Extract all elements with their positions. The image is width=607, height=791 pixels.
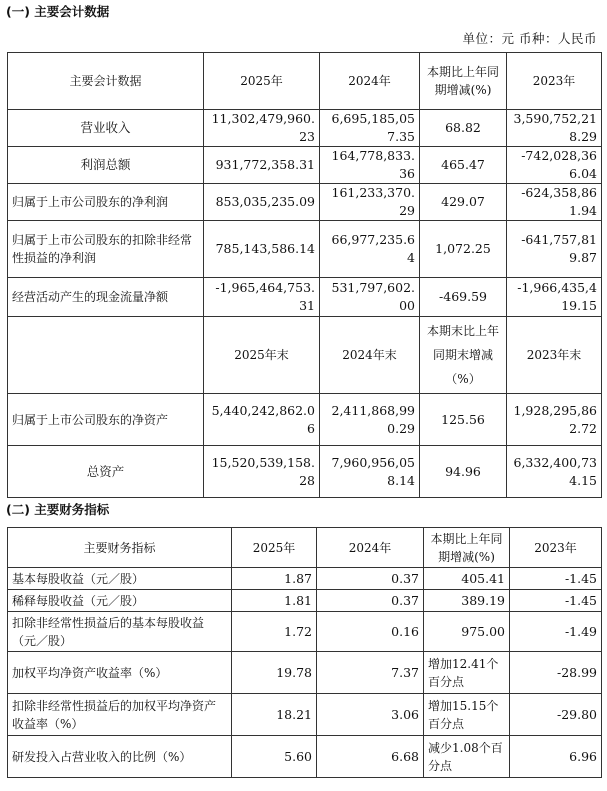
value-2025: 853,035,235.09 [204, 184, 320, 221]
value-2025: 18.21 [232, 694, 317, 736]
value-2025: 1.72 [232, 612, 317, 652]
value-2023: 3,590,752,218.29 [507, 110, 602, 147]
row-label: 归属于上市公司股东的净资产 [8, 394, 204, 446]
header-cell: 2023年末 [507, 317, 602, 394]
change-value: 增加12.41个百分点 [424, 652, 510, 694]
value-2023: -1.45 [510, 590, 602, 612]
table-row [8, 110, 602, 147]
table-row [8, 184, 602, 221]
table-row [8, 221, 602, 278]
value-2024: 7.37 [317, 652, 424, 694]
change-value: 405.41 [424, 568, 510, 590]
header-cell: 主要财务指标 [8, 528, 232, 568]
value-2023: -624,358,861.94 [507, 184, 602, 221]
value-2024: 66,977,235.64 [320, 221, 420, 278]
row-label: 经营活动产生的现金流量净额 [8, 278, 204, 317]
main-accounting-data-table [7, 52, 602, 498]
header-cell: 2023年 [507, 53, 602, 110]
table-row [8, 736, 602, 778]
change-value: 975.00 [424, 612, 510, 652]
value-2025: 5.60 [232, 736, 317, 778]
row-label: 研发投入占营业收入的比例（%） [8, 736, 232, 778]
header-cell: 2025年 [232, 528, 317, 568]
value-2024: 6.68 [317, 736, 424, 778]
header-cell: 本期比上年同期增减(%) [424, 528, 510, 568]
table-row [8, 278, 602, 317]
value-2024: 6,695,185,057.35 [320, 110, 420, 147]
row-label: 扣除非经常性损益后的基本每股收益（元／股） [8, 612, 232, 652]
table-header-row [8, 53, 602, 110]
header-cell: 2023年 [510, 528, 602, 568]
row-label: 加权平均净资产收益率（%） [8, 652, 232, 694]
row-label: 稀释每股收益（元／股） [8, 590, 232, 612]
value-2023: -1.49 [510, 612, 602, 652]
header-cell: 本期比上年同期增减(%) [420, 53, 507, 110]
row-label: 基本每股收益（元／股） [8, 568, 232, 590]
value-2024: 2,411,868,990.29 [320, 394, 420, 446]
table-row [8, 568, 602, 590]
header-cell: 2025年末 [204, 317, 320, 394]
value-2023: -1.45 [510, 568, 602, 590]
value-2023: -641,757,819.87 [507, 221, 602, 278]
row-label: 归属于上市公司股东的扣除非经常性损益的净利润 [8, 221, 204, 278]
value-2024: 161,233,370.29 [320, 184, 420, 221]
change-value: 增加15.15个百分点 [424, 694, 510, 736]
row-label: 营业收入 [8, 110, 204, 147]
value-2024: 7,960,956,058.14 [320, 446, 420, 498]
value-2023: 6.96 [510, 736, 602, 778]
change-value: 94.96 [420, 446, 507, 498]
main-financial-indicators-table [7, 527, 602, 778]
change-value: 429.07 [420, 184, 507, 221]
table-header-row [8, 528, 602, 568]
section-title-main-accounting-data: (一) 主要会计数据 [6, 4, 110, 19]
value-2025: 785,143,586.14 [204, 221, 320, 278]
change-value: 465.47 [420, 147, 507, 184]
value-2024: 3.06 [317, 694, 424, 736]
value-2023: 1,928,295,862.72 [507, 394, 602, 446]
header-cell: 本期末比上年同期末增减（%） [420, 317, 507, 394]
header-cell: 2024年 [320, 53, 420, 110]
value-2025: 15,520,539,158.28 [204, 446, 320, 498]
change-value: -469.59 [420, 278, 507, 317]
unit-currency-line: 单位：元 币种：人民币 [462, 31, 597, 46]
empty-header-cell [8, 317, 204, 394]
table-subheader-row [8, 317, 602, 394]
table-row [8, 590, 602, 612]
value-2024: 0.16 [317, 612, 424, 652]
value-2025: 1.81 [232, 590, 317, 612]
header-cell: 2024年末 [320, 317, 420, 394]
value-2024: 164,778,833.36 [320, 147, 420, 184]
change-value: 389.19 [424, 590, 510, 612]
header-cell: 主要会计数据 [8, 53, 204, 110]
value-2025: 11,302,479,960.23 [204, 110, 320, 147]
value-2023: -29.80 [510, 694, 602, 736]
value-2025: -1,965,464,753.31 [204, 278, 320, 317]
table-row [8, 147, 602, 184]
change-value: 125.56 [420, 394, 507, 446]
change-value: 1,072.25 [420, 221, 507, 278]
value-2024: 0.37 [317, 568, 424, 590]
table-row [8, 612, 602, 652]
value-2023: 6,332,400,734.15 [507, 446, 602, 498]
value-2025: 19.78 [232, 652, 317, 694]
header-cell: 2024年 [317, 528, 424, 568]
row-label: 归属于上市公司股东的净利润 [8, 184, 204, 221]
table-row [8, 652, 602, 694]
value-2024: 0.37 [317, 590, 424, 612]
header-cell: 2025年 [204, 53, 320, 110]
row-label: 总资产 [8, 446, 204, 498]
table-row [8, 446, 602, 498]
row-label: 扣除非经常性损益后的加权平均净资产收益率（%） [8, 694, 232, 736]
value-2023: -28.99 [510, 652, 602, 694]
value-2023: -742,028,366.04 [507, 147, 602, 184]
change-value: 68.82 [420, 110, 507, 147]
value-2025: 931,772,358.31 [204, 147, 320, 184]
table-row [8, 694, 602, 736]
value-2025: 1.87 [232, 568, 317, 590]
table-row [8, 394, 602, 446]
row-label: 利润总额 [8, 147, 204, 184]
change-value: 减少1.08个百分点 [424, 736, 510, 778]
value-2023: -1,966,435,419.15 [507, 278, 602, 317]
value-2025: 5,440,242,862.06 [204, 394, 320, 446]
section-title-main-financial-indicators: (二) 主要财务指标 [6, 502, 110, 517]
value-2024: 531,797,602.00 [320, 278, 420, 317]
